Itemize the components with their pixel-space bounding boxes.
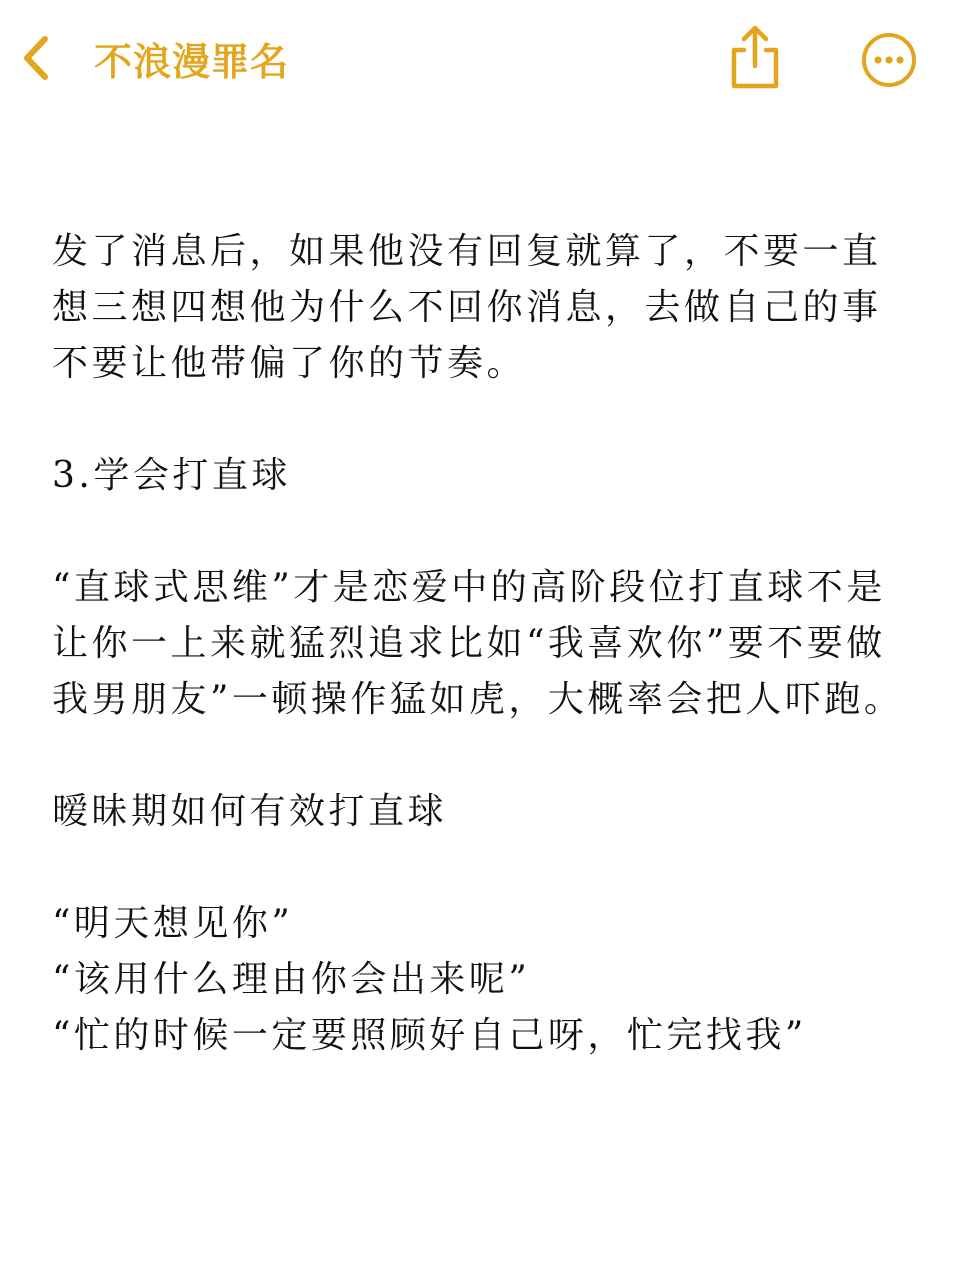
quote-line: “该用什么理由你会出来呢”	[52, 959, 531, 1000]
share-icon	[724, 22, 786, 92]
share-button[interactable]	[724, 22, 786, 92]
blank-line	[52, 392, 922, 448]
quote-line: “忙的时候一定要照顾好自己呀，忙完找我”	[52, 1015, 807, 1056]
blank-line	[52, 728, 922, 784]
back-button-label: 不浪漫罪名	[94, 39, 290, 84]
note-line: 让你一上来就猛烈追求比如“我喜欢你”要不要做	[52, 623, 886, 664]
more-options-icon	[860, 31, 918, 89]
note-line: 想三想四想他为什么不回你消息，去做自己的事	[52, 287, 882, 328]
blank-line	[52, 504, 922, 560]
section-heading: 暧昧期如何有效打直球	[52, 791, 448, 832]
blank-line	[52, 840, 922, 896]
back-button[interactable]	[14, 26, 289, 90]
navigation-bar	[0, 0, 960, 120]
note-line: 不要让他带偏了你的节奏。	[52, 343, 527, 384]
note-line: 我男朋友”一顿操作猛如虎，大概率会把人吓跑。	[52, 679, 904, 720]
note-body[interactable]	[52, 224, 922, 1064]
note-line: 发了消息后，如果他没有回复就算了，不要一直	[52, 231, 882, 272]
section-heading: 3.学会打直球	[52, 455, 291, 496]
note-line: “直球式思维”才是恋爱中的高阶段位打直球不是	[52, 567, 886, 608]
chevron-left-icon	[14, 26, 58, 90]
quote-line: “明天想见你”	[52, 903, 294, 944]
more-options-button[interactable]	[860, 31, 918, 89]
